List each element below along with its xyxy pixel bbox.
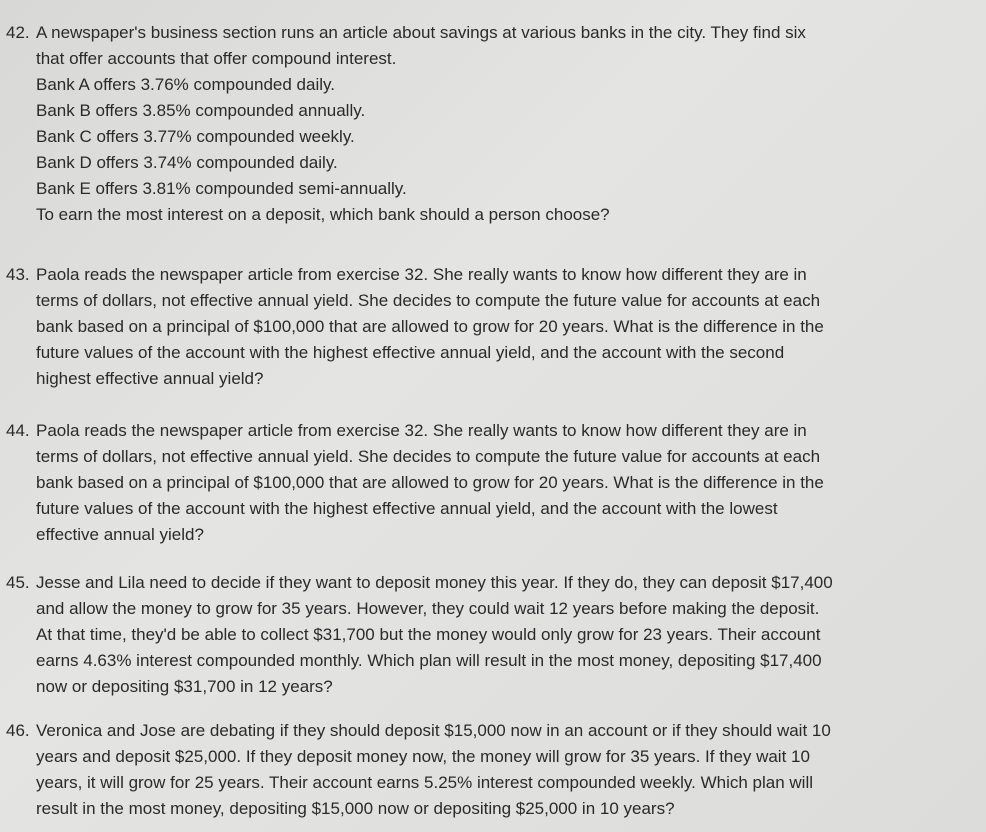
problem-text — [36, 418, 824, 548]
problem-45 — [6, 570, 833, 700]
problem-line: terms of dollars, not effective annual yield. She decides to compute the future value for accounts at each — [36, 291, 821, 310]
problem-number: 45. — [6, 573, 30, 592]
problem-line: bank based on a principal of $100,000 that are allowed to grow for 20 years. What is the difference in the — [36, 317, 824, 336]
problem-line: that offer accounts that offer compound interest. — [36, 49, 397, 68]
problem-line: result in the most money, depositing $15,000 now or depositing $25,000 in 10 years? — [36, 799, 675, 818]
problem-number: 44. — [6, 421, 30, 440]
problem-line: highest effective annual yield? — [36, 369, 264, 388]
problem-line: effective annual yield? — [36, 525, 204, 544]
problem-line: bank based on a principal of $100,000 that are allowed to grow for 20 years. What is the difference in the — [36, 473, 824, 492]
problem-number: 42. — [6, 23, 30, 42]
problem-line: years and deposit $25,000. If they deposit money now, the money will grow for 35 years. If they wait 10 — [36, 747, 810, 766]
problem-text — [36, 20, 806, 228]
problem-text — [36, 718, 831, 822]
problem-43 — [6, 262, 824, 392]
problem-line: Bank E offers 3.81% compounded semi-annually. — [36, 179, 407, 198]
problem-line: earns 4.63% interest compounded monthly. Which plan will result in the most money, depositing $17,400 — [36, 651, 822, 670]
problem-line: Paola reads the newspaper article from exercise 32. She really wants to know how different they are in — [36, 421, 807, 440]
problem-line: Bank B offers 3.85% compounded annually. — [36, 101, 366, 120]
problem-line: future values of the account with the highest effective annual yield, and the account with the second — [36, 343, 785, 362]
problem-line: A newspaper's business section runs an article about savings at various banks in the city. They find six — [36, 23, 806, 42]
problem-line: and allow the money to grow for 35 years. However, they could wait 12 years before making the deposit. — [36, 599, 820, 618]
problem-line: future values of the account with the highest effective annual yield, and the account with the lowest — [36, 499, 778, 518]
problem-line: Veronica and Jose are debating if they should deposit $15,000 now in an account or if they should wait 10 — [36, 721, 831, 740]
problem-44 — [6, 418, 824, 548]
problem-line: Paola reads the newspaper article from exercise 32. She really wants to know how different they are in — [36, 265, 807, 284]
problem-line: Bank A offers 3.76% compounded daily. — [36, 75, 335, 94]
problem-line: Bank C offers 3.77% compounded weekly. — [36, 127, 355, 146]
problem-line: Bank D offers 3.74% compounded daily. — [36, 153, 338, 172]
problem-text — [36, 570, 833, 700]
problem-line: Jesse and Lila need to decide if they want to deposit money this year. If they do, they can deposit $17,400 — [36, 573, 833, 592]
problem-number: 46. — [6, 721, 30, 740]
problem-line: years, it will grow for 25 years. Their account earns 5.25% interest compounded weekly. Which plan will — [36, 773, 814, 792]
problem-text — [36, 262, 824, 392]
problem-42 — [6, 20, 806, 228]
problem-line: terms of dollars, not effective annual yield. She decides to compute the future value for accounts at each — [36, 447, 821, 466]
problem-line: now or depositing $31,700 in 12 years? — [36, 677, 333, 696]
problem-line: At that time, they'd be able to collect $31,700 but the money would only grow for 23 years. Their account — [36, 625, 821, 644]
problem-number: 43. — [6, 265, 30, 284]
problem-line: To earn the most interest on a deposit, which bank should a person choose? — [36, 205, 610, 224]
problem-46 — [6, 718, 831, 822]
